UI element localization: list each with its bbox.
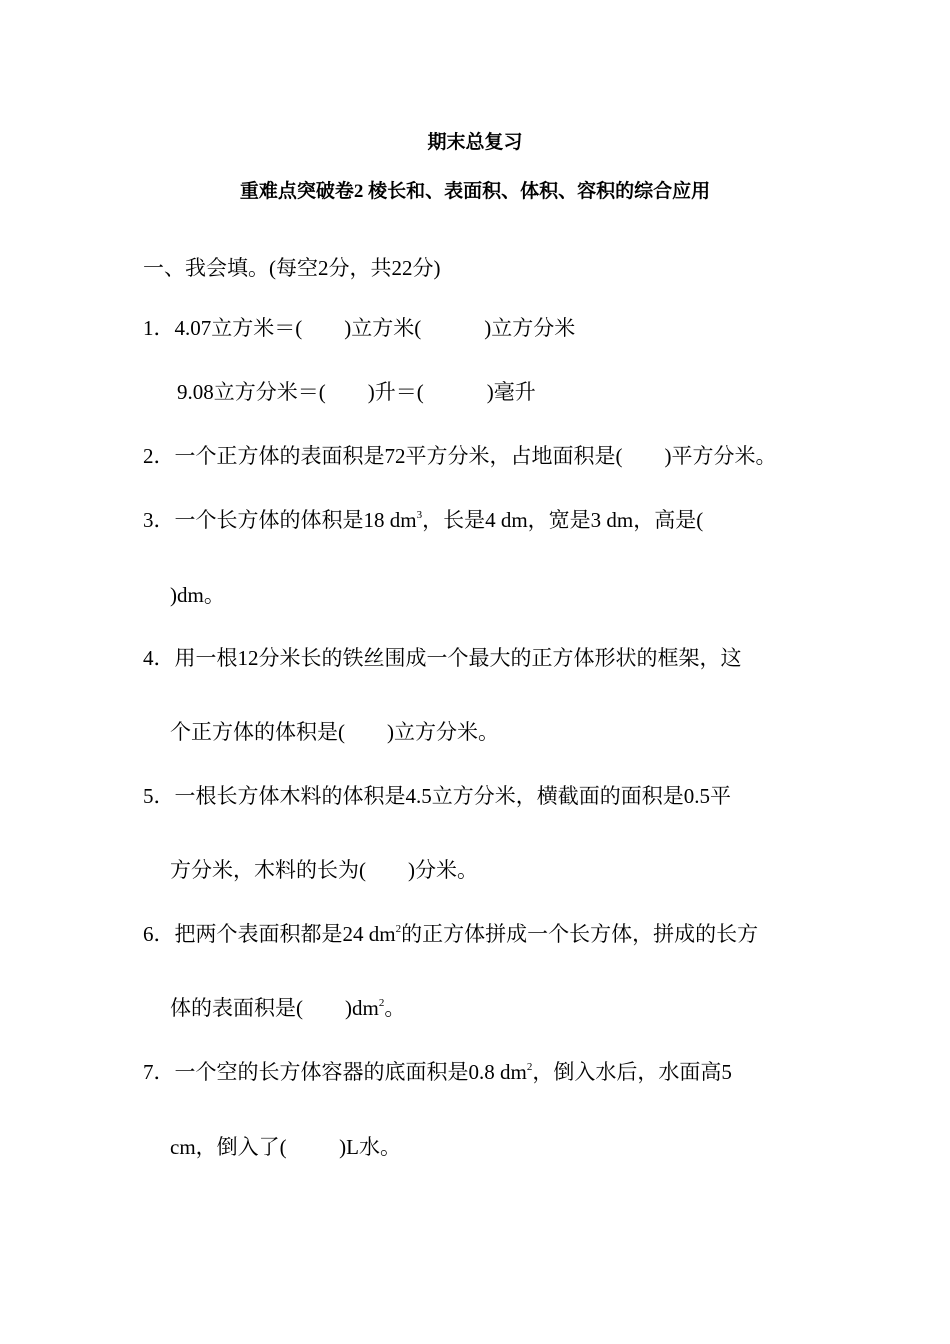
question-2: 2．一个正方体的表面积是72平方分米，占地面积是( )平方分米。 [143,444,777,468]
question-7-line-2: cm，倒入了( )L水。 [170,1135,401,1159]
text: ，倒入水后，水面高5 [532,1060,732,1084]
text: 。 [384,996,406,1020]
section-heading: 一、我会填。(每空2分，共22分) [143,256,441,280]
text: 6．把两个表面积都是24 dm [143,922,396,946]
question-1-line-1: 1．4.07立方米＝( )立方米( )立方分米 [143,316,576,340]
text: 的正方体拼成一个长方体，拼成的长方 [401,922,759,946]
superscript: 2 [526,1061,533,1073]
question-5-line-2: 方分米，木料的长为( )分米。 [170,858,478,882]
question-4-line-2: 个正方体的体积是( )立方分米。 [170,720,499,744]
question-4-line-1: 4．用一根12分米长的铁丝围成一个最大的正方体形状的框架，这 [143,646,742,670]
question-3-line-1 [143,507,703,533]
question-3-line-2: )dm。 [170,583,225,607]
superscript: 2 [395,923,402,935]
question-7-line-1 [143,1059,732,1085]
superscript: 2 [378,997,385,1009]
question-6-line-1 [143,921,758,947]
question-6-line-2 [170,995,405,1021]
text: ，长是4 dm，宽是3 dm，高是( [422,508,704,532]
page-subtitle: 重难点突破卷2 棱长和、表面积、体积、容积的综合应用 [239,181,711,202]
superscript: 3 [416,509,423,521]
page-title: 期末总复习 [427,132,523,153]
question-5-line-1: 5．一根长方体木料的体积是4.5立方分米，横截面的面积是0.5平 [143,784,731,808]
text: 体的表面积是( )dm [170,996,379,1020]
text: 7．一个空的长方体容器的底面积是0.8 dm [143,1060,527,1084]
text: 3．一个长方体的体积是18 dm [143,508,417,532]
question-1-line-2: 9.08立方分米＝( )升＝( )毫升 [177,380,536,404]
